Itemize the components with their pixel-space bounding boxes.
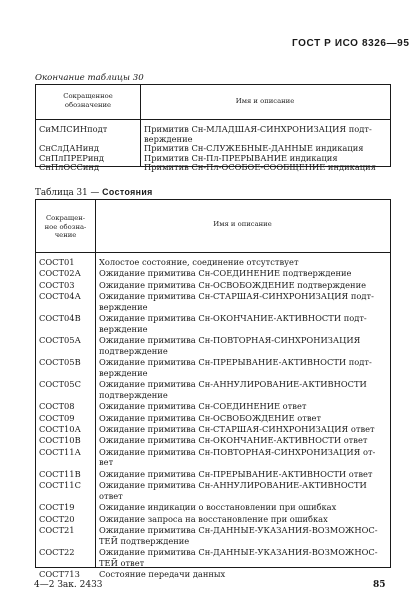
- table31-col1-header: Сокращен- ное обозна- чение: [44, 214, 87, 240]
- table-row-description: вет: [99, 457, 114, 468]
- document-header: ГОСТ Р ИСО 8326—95: [292, 38, 410, 49]
- table-row-description: Ожидание примитива Сн-ПРЕРЫВАНИЕ-АКТИВНОСТИ подт-: [99, 357, 372, 368]
- table-row-abbr: СОСТ04А: [39, 291, 81, 302]
- table-row-description: Ожидание примитива Сн-АННУЛИРОВАНИЕ-АКТИВНОСТИ: [99, 480, 367, 491]
- table-row-description: верждение: [144, 133, 193, 144]
- table-row-abbr: СОСТ08: [39, 401, 75, 412]
- table30-col2-header: Имя и описание: [235, 97, 295, 105]
- table-row-description: Ожидание примитива Сн-СОЕДИНЕНИЕ ответ: [99, 401, 307, 412]
- table-row-description: Ожидание примитива Сн-АННУЛИРОВАНИЕ-АКТИВНОСТИ: [99, 379, 367, 390]
- table-row-abbr: СОСТ01: [39, 257, 75, 267]
- table-row-abbr: СОСТ21: [39, 525, 75, 535]
- table-row-abbr: СОСТ10В: [39, 435, 81, 446]
- table30-col1-header: Сокращенное обозначение: [63, 92, 113, 109]
- table-row-abbr: СнСлДАНинд: [39, 143, 99, 153]
- table-row-abbr: СОСТ05С: [39, 379, 81, 390]
- table-row-abbr: СОСТ05А: [39, 335, 81, 346]
- table-row-abbr: СОСТ11В: [39, 468, 81, 479]
- table-row-abbr: СОСТ09: [39, 412, 75, 423]
- table-row-description: Состояние передачи данных: [99, 569, 226, 579]
- table-row-description: Ожидание примитива Сн-ПОВТОРНАЯ-СИНХРОНИЗАЦИЯ от-: [99, 446, 376, 457]
- table-row-description: верждение: [99, 367, 148, 378]
- table-row-abbr: СОСТ04В: [39, 313, 81, 324]
- table30: [35, 84, 391, 172]
- table-row-abbr: СОСТ02А: [39, 268, 81, 279]
- table-row-abbr: СОСТ05В: [39, 357, 81, 368]
- table31-caption: Таблица 31 — Состояния: [35, 187, 153, 198]
- footer-order-number: 4—2 Зак. 2433: [34, 580, 103, 590]
- table-row-description: Ожидание примитива Сн-ОСВОБОЖДЕНИЕ подтверждение: [99, 279, 367, 290]
- table-row-description: Ожидание примитива Сн-ОКОНЧАНИЕ-АКТИВНОСТИ подт-: [99, 313, 367, 324]
- table-row-description: Ожидание примитива Сн-ДАННЫЕ-УКАЗАНИЯ-ВОЗМОЖНОС-: [99, 525, 378, 535]
- table31: [35, 199, 391, 579]
- table-row-description: Ожидание примитива Сн-СТАРШАЯ-СИНХРОНИЗАЦИЯ ответ: [99, 424, 375, 434]
- table-row-description: Ожидание примитива Сн-СОЕДИНЕНИЕ подтверждение: [99, 268, 352, 279]
- table-row-abbr: СОСТ10А: [39, 424, 81, 434]
- table-row-description: Примитив Сн-Пл-ОСОБОЕ-СООБЩЕНИЕ индикация: [144, 162, 376, 172]
- page-number: 85: [373, 580, 386, 590]
- table-row-description: подтверждение: [99, 345, 168, 356]
- table-row-description: подтверждение: [99, 389, 168, 400]
- table-row-description: Ожидание примитива Сн-ОКОНЧАНИЕ-АКТИВНОСТИ ответ: [99, 435, 368, 446]
- table-row-description: ТЕЙ ответ: [99, 557, 145, 568]
- table-row-description: Ожидание примитива Сн-ПРЕРЫВАНИЕ-АКТИВНОСТИ ответ: [99, 468, 373, 479]
- table-row-description: Примитив Сн-СЛУЖЕБНЫЕ-ДАННЫЕ индикация: [144, 143, 364, 153]
- table-row-description: Ожидание примитива Сн-СТАРШАЯ-СИНХРОНИЗАЦИЯ подт-: [99, 291, 374, 302]
- table-row-description: Ожидание запроса на восстановление при ошибках: [99, 513, 328, 524]
- table-row-description: ТЕЙ подтверждение: [99, 535, 190, 546]
- table-row-description: ответ: [99, 490, 123, 501]
- table-row-abbr: СнПлОССинд: [39, 162, 100, 172]
- table-row-abbr: СОСТ19: [39, 502, 75, 513]
- table-row-description: Ожидание примитива Сн-ОСВОБОЖДЕНИЕ ответ: [99, 412, 322, 423]
- table30-header-divider: [36, 119, 390, 120]
- table-row-abbr: СОСТ11С: [39, 480, 81, 491]
- table-row-description: верждение: [99, 301, 148, 312]
- table31-header-divider: [36, 252, 390, 253]
- table-row-description: Холостое состояние, соединение отсутствует: [99, 257, 299, 267]
- table-row-description: Примитив Сн-Пл-ПРЕРЫВАНИЕ индикация: [144, 152, 338, 163]
- table-row-description: Ожидание индикации о восстановлении при ошибках: [99, 502, 337, 513]
- table-row-abbr: СОСТ22: [39, 547, 75, 557]
- table-row-abbr: СиМЛСИНподт: [39, 124, 108, 134]
- table-row-description: Ожидание примитива Сн-ПОВТОРНАЯ-СИНХРОНИЗАЦИЯ: [99, 335, 361, 346]
- table-row-abbr: СОСТ11А: [39, 446, 81, 457]
- table-row-abbr: СнПлПРЕРинд: [39, 152, 105, 163]
- table30-caption: Окончание таблицы 30: [35, 73, 144, 83]
- table-row-description: Примитив Сн-МЛАДШАЯ-СИНХРОНИЗАЦИЯ подт-: [144, 124, 372, 134]
- table-row-abbr: СОСТ20: [39, 513, 75, 524]
- table-row-abbr: СОСТ03: [39, 279, 75, 290]
- table-row-abbr: СОСТ713: [39, 569, 80, 579]
- table-row-description: верждение: [99, 323, 148, 334]
- table31-column-divider: [95, 200, 96, 567]
- table-row-description: Ожидание примитива Сн-ДАННЫЕ-УКАЗАНИЯ-ВОЗМОЖНОС-: [99, 547, 378, 557]
- table31-col2-header: Имя и описание: [213, 220, 272, 228]
